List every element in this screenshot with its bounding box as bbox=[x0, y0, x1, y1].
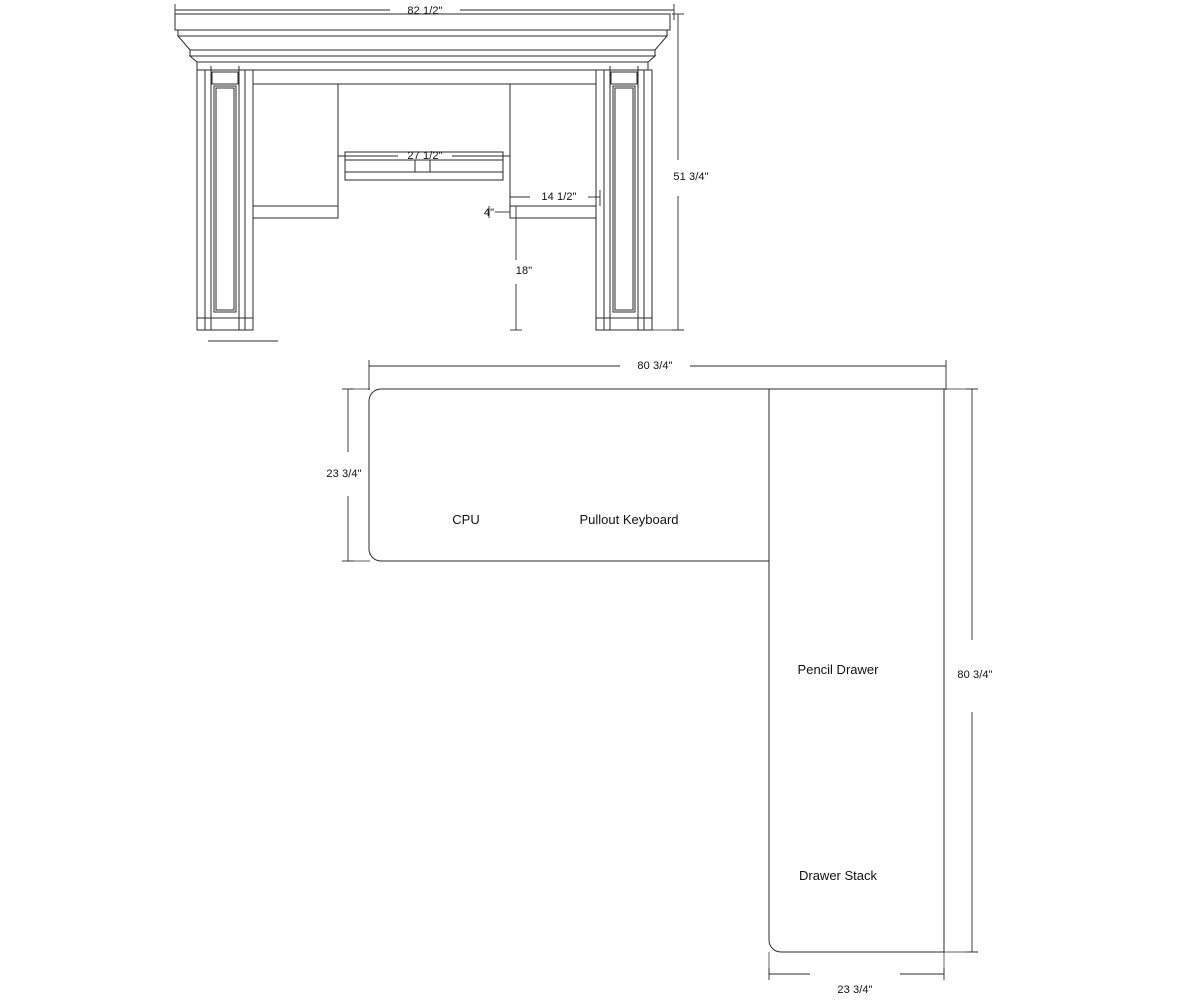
plan-view-dimensions bbox=[342, 360, 978, 980]
dimension-overall-width: 82 1/2" bbox=[407, 5, 443, 17]
dimension-apron-height: 4" bbox=[483, 207, 495, 219]
label-cpu: CPU bbox=[452, 512, 480, 527]
front-elevation-geometry bbox=[175, 14, 670, 341]
dimension-return-overall-length: 80 3/4" bbox=[957, 669, 993, 681]
dimension-clearance-height: 18" bbox=[515, 265, 533, 277]
dimension-overall-height: 51 3/4" bbox=[673, 171, 709, 183]
dimension-top-depth: 23 3/4" bbox=[326, 468, 362, 480]
dimension-keyboard-opening-width: 27 1/2" bbox=[407, 150, 443, 162]
dimension-return-depth: 23 3/4" bbox=[837, 984, 873, 996]
label-pullout-keyboard: Pullout Keyboard bbox=[579, 512, 679, 527]
label-drawer-stack: Drawer Stack bbox=[798, 868, 878, 883]
dimension-right-opening-width: 14 1/2" bbox=[541, 191, 577, 203]
label-pencil-drawer: Pencil Drawer bbox=[797, 662, 879, 677]
dimension-top-overall-length: 80 3/4" bbox=[637, 360, 673, 372]
